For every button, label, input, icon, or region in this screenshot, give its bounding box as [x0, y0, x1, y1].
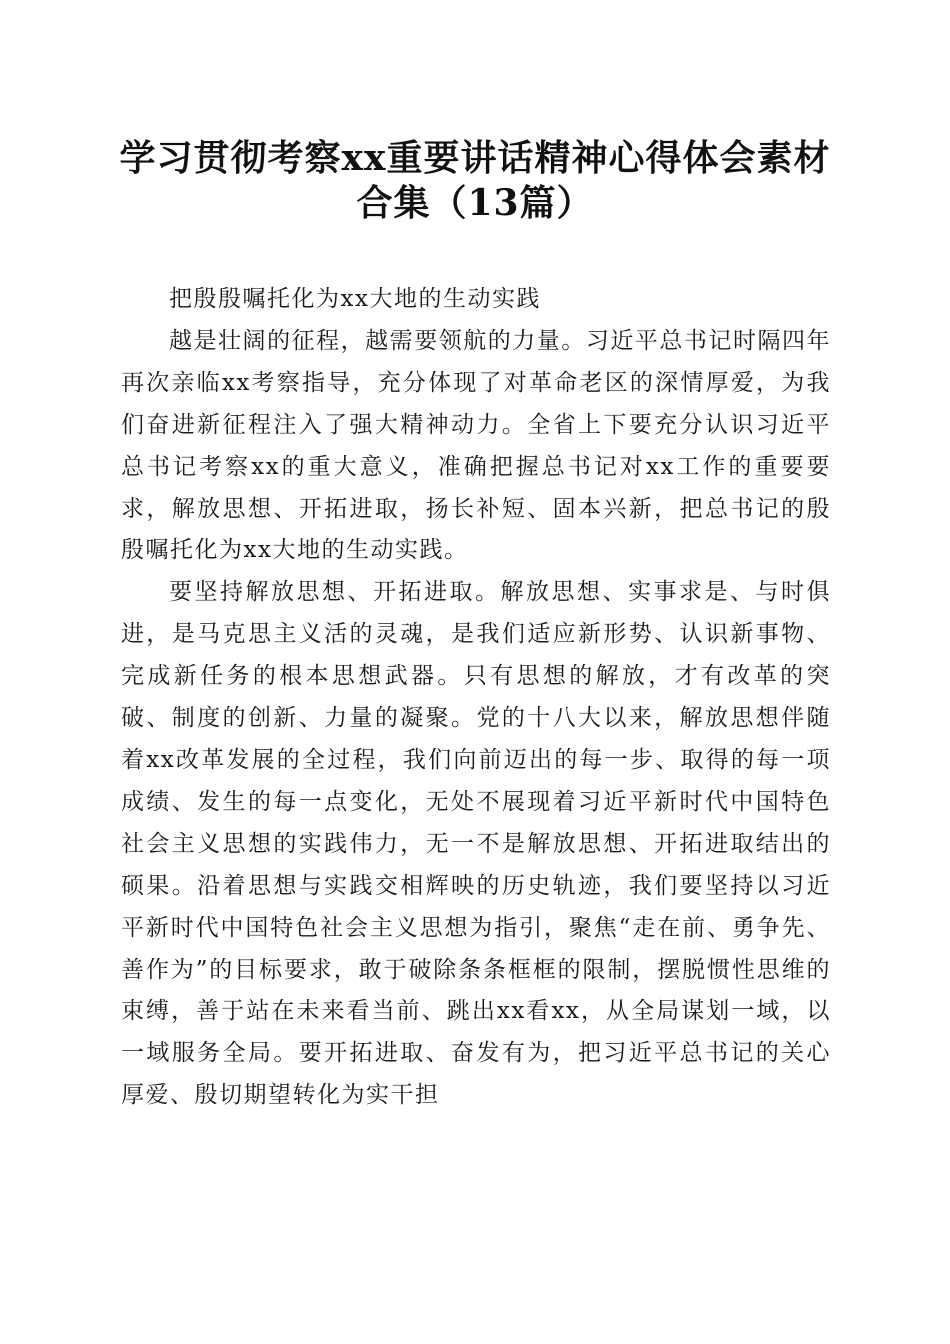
- body-paragraph: 要坚持解放思想、开拓进取。解放思想、实事求是、与时俱进，是马克思主义活的灵魂，是我们适应新形势、认识新事物、完成新任务的根本思想武器。只有思想的解放，才有改革的突破、制度的创新、力量的凝聚。党的十八大以来，解放思想伴随着xx改革发展的全过程，我们向前迈出的每一步、取得的每一项成绩、发生的每一点变化，无处不展现着习近平新时代中国特色社会主义思想的实践伟力，无一不是解放思想、开拓进取结出的硕果。沿着思想与实践交相辉映的历史轨迹，我们要坚持以习近平新时代中国特色社会主义思想为指引，聚焦“走在前、勇争先、善作为”的目标要求，敢于破除条条框框的限制，摆脱惯性思维的束缚，善于站在未来看当前、跳出xx看xx，从全局谋划一域，以一域服务全局。要开拓进取、奋发有为，把习近平总书记的关心厚爱、殷切期望转化为实干担: [121, 579, 831, 1109]
- body-paragraph: 越是壮阔的征程，越需要领航的力量。习近平总书记时隔四年再次亲临xx考察指导，充分体现了对革命老区的深情厚爱，为我们奋进新征程注入了强大精神动力。全省上下要充分认识习近平总书记考察xx的重大意义，准确把握总书记对xx工作的重要要求，解放思想、开拓进取，扬长补短、固本兴新，把总书记的殷殷嘱托化为xx大地的生动实践。: [121, 327, 831, 564]
- title-line-1: 学习贯彻考察xx重要讲话精神心得体会素材: [119, 137, 831, 179]
- title-line-2: 合集（13篇）: [356, 182, 594, 224]
- document-body: [121, 279, 831, 1117]
- document-title: [110, 136, 840, 226]
- section-heading: 把殷殷嘱托化为xx大地的生动实践: [169, 286, 541, 312]
